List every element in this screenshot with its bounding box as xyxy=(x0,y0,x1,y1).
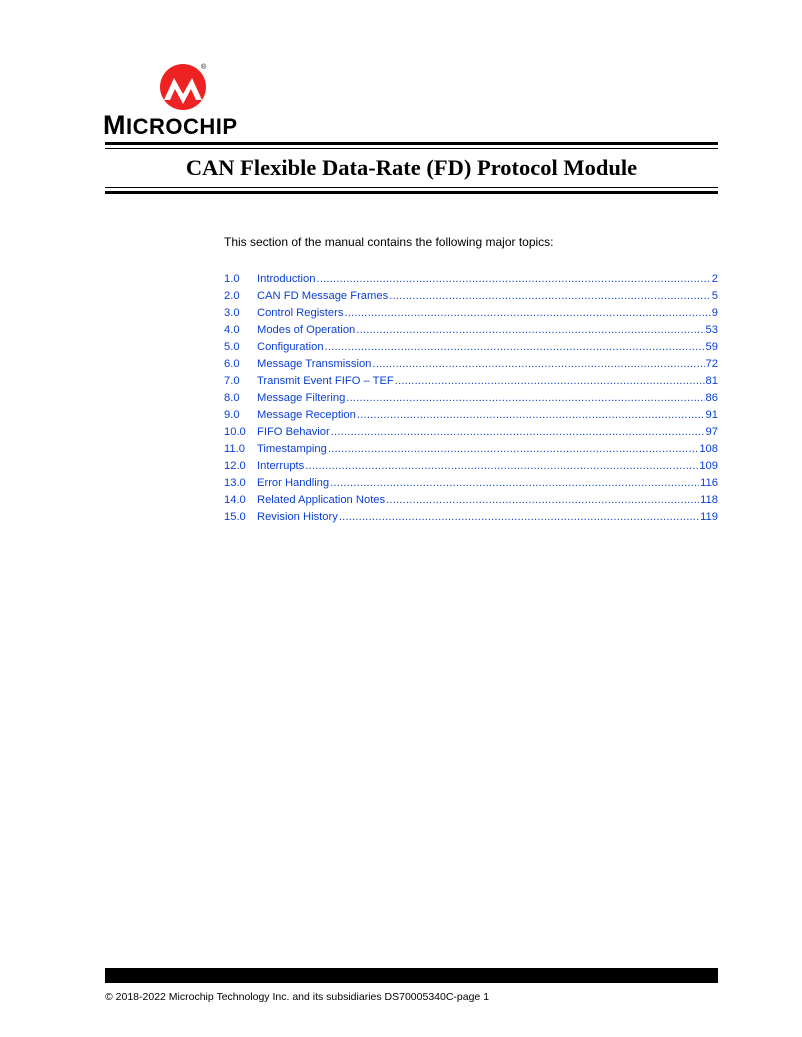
toc-entry-number: 15.0 xyxy=(224,511,246,523)
microchip-wordmark: MICROCHIP xyxy=(103,110,238,140)
toc-entry-leader-dots xyxy=(316,273,710,285)
toc-entry-title[interactable]: Control Registers xyxy=(257,307,344,319)
toc-entry-title[interactable]: Error Handling xyxy=(257,477,330,489)
toc-entry-page[interactable]: 116 xyxy=(700,477,718,489)
toc-entry-leader-dots xyxy=(386,494,699,506)
toc-entry-leader-dots xyxy=(339,511,699,523)
toc-entry[interactable] xyxy=(224,392,718,409)
toc-entry-leader-dots xyxy=(372,358,704,370)
toc-entry-page[interactable]: 5 xyxy=(711,290,718,302)
toc-entry-number: 1.0 xyxy=(224,273,240,285)
toc-entry-number: 3.0 xyxy=(224,307,240,319)
toc-entry-number: 12.0 xyxy=(224,460,246,472)
toc-entry-leader-dots xyxy=(328,443,698,455)
toc-entry-leader-dots xyxy=(331,426,705,438)
toc-entry-title[interactable]: Message Transmission xyxy=(257,358,372,370)
intro-text: This section of the manual contains the following major topics: xyxy=(224,235,554,249)
svg-text:®: ® xyxy=(201,64,207,71)
toc-entry-page[interactable]: 86 xyxy=(705,392,718,404)
table-of-contents xyxy=(224,273,718,528)
toc-entry-page[interactable]: 109 xyxy=(699,460,718,472)
header-rule-thick xyxy=(105,142,718,145)
toc-entry-title[interactable]: Timestamping xyxy=(257,443,327,455)
toc-entry[interactable] xyxy=(224,290,718,307)
microchip-logo-mark-icon xyxy=(158,60,208,112)
toc-entry-title[interactable]: Interrupts xyxy=(257,460,305,472)
toc-entry-number: 14.0 xyxy=(224,494,246,506)
toc-entry[interactable] xyxy=(224,358,718,375)
toc-entry-number: 6.0 xyxy=(224,358,240,370)
toc-entry[interactable] xyxy=(224,494,718,511)
toc-entry-number: 11.0 xyxy=(224,443,245,455)
toc-entry-page[interactable]: 72 xyxy=(705,358,718,370)
microchip-logo xyxy=(103,60,263,140)
toc-entry-page[interactable]: 9 xyxy=(711,307,718,319)
toc-entry-leader-dots xyxy=(325,341,705,353)
toc-entry-page[interactable]: 53 xyxy=(705,324,718,336)
toc-entry-title[interactable]: CAN FD Message Frames xyxy=(257,290,389,302)
toc-entry-page[interactable]: 119 xyxy=(700,511,718,523)
toc-entry[interactable] xyxy=(224,341,718,358)
toc-entry-title[interactable]: Configuration xyxy=(257,341,324,353)
toc-entry[interactable] xyxy=(224,477,718,494)
toc-entry-leader-dots xyxy=(330,477,699,489)
toc-entry[interactable] xyxy=(224,324,718,341)
page-title: CAN Flexible Data-Rate (FD) Protocol Module xyxy=(185,155,638,180)
toc-entry-title[interactable]: Message Reception xyxy=(257,409,356,421)
toc-entry[interactable] xyxy=(224,409,718,426)
toc-entry-number: 8.0 xyxy=(224,392,240,404)
toc-entry-title[interactable]: Revision History xyxy=(257,511,338,523)
header-rule-thin xyxy=(105,148,718,149)
title-rule-thick xyxy=(105,191,718,194)
toc-entry-leader-dots xyxy=(395,375,705,387)
toc-entry-title[interactable]: Introduction xyxy=(257,273,316,285)
toc-entry-title[interactable]: Related Application Notes xyxy=(257,494,386,506)
toc-entry-page[interactable]: 2 xyxy=(711,273,718,285)
toc-entry-leader-dots xyxy=(344,307,710,319)
toc-entry[interactable] xyxy=(224,307,718,324)
toc-entry[interactable] xyxy=(224,511,718,528)
toc-entry-leader-dots xyxy=(389,290,711,302)
toc-entry-leader-dots xyxy=(305,460,698,472)
toc-entry-number: 7.0 xyxy=(224,375,240,387)
toc-entry-number: 4.0 xyxy=(224,324,240,336)
toc-entry-page[interactable]: 59 xyxy=(705,341,718,353)
footer-bar xyxy=(105,968,718,983)
toc-entry-title[interactable]: Transmit Event FIFO – TEF xyxy=(257,375,394,387)
toc-entry-number: 5.0 xyxy=(224,341,240,353)
title-rule-thin xyxy=(105,187,718,188)
toc-entry-leader-dots xyxy=(346,392,704,404)
toc-entry-title[interactable]: Message Filtering xyxy=(257,392,346,404)
toc-entry-page[interactable]: 118 xyxy=(700,494,718,506)
toc-entry-page[interactable]: 91 xyxy=(705,409,718,421)
toc-entry-number: 2.0 xyxy=(224,290,240,302)
toc-entry-number: 10.0 xyxy=(224,426,246,438)
toc-entry[interactable] xyxy=(224,375,718,392)
toc-entry-page[interactable]: 108 xyxy=(699,443,718,455)
footer-text: © 2018-2022 Microchip Technology Inc. and its subsidiaries DS70005340C-page 1 xyxy=(105,991,490,1003)
toc-entry-title[interactable]: Modes of Operation xyxy=(257,324,356,336)
toc-entry-title[interactable]: FIFO Behavior xyxy=(257,426,330,438)
toc-entry[interactable] xyxy=(224,426,718,443)
toc-entry[interactable] xyxy=(224,443,718,460)
toc-entry-leader-dots xyxy=(356,324,704,336)
toc-entry-number: 13.0 xyxy=(224,477,246,489)
toc-entry-number: 9.0 xyxy=(224,409,240,421)
toc-entry[interactable] xyxy=(224,273,718,290)
toc-entry-page[interactable]: 97 xyxy=(705,426,718,438)
toc-entry[interactable] xyxy=(224,460,718,477)
toc-entry-page[interactable]: 81 xyxy=(705,375,718,387)
toc-entry-leader-dots xyxy=(357,409,705,421)
